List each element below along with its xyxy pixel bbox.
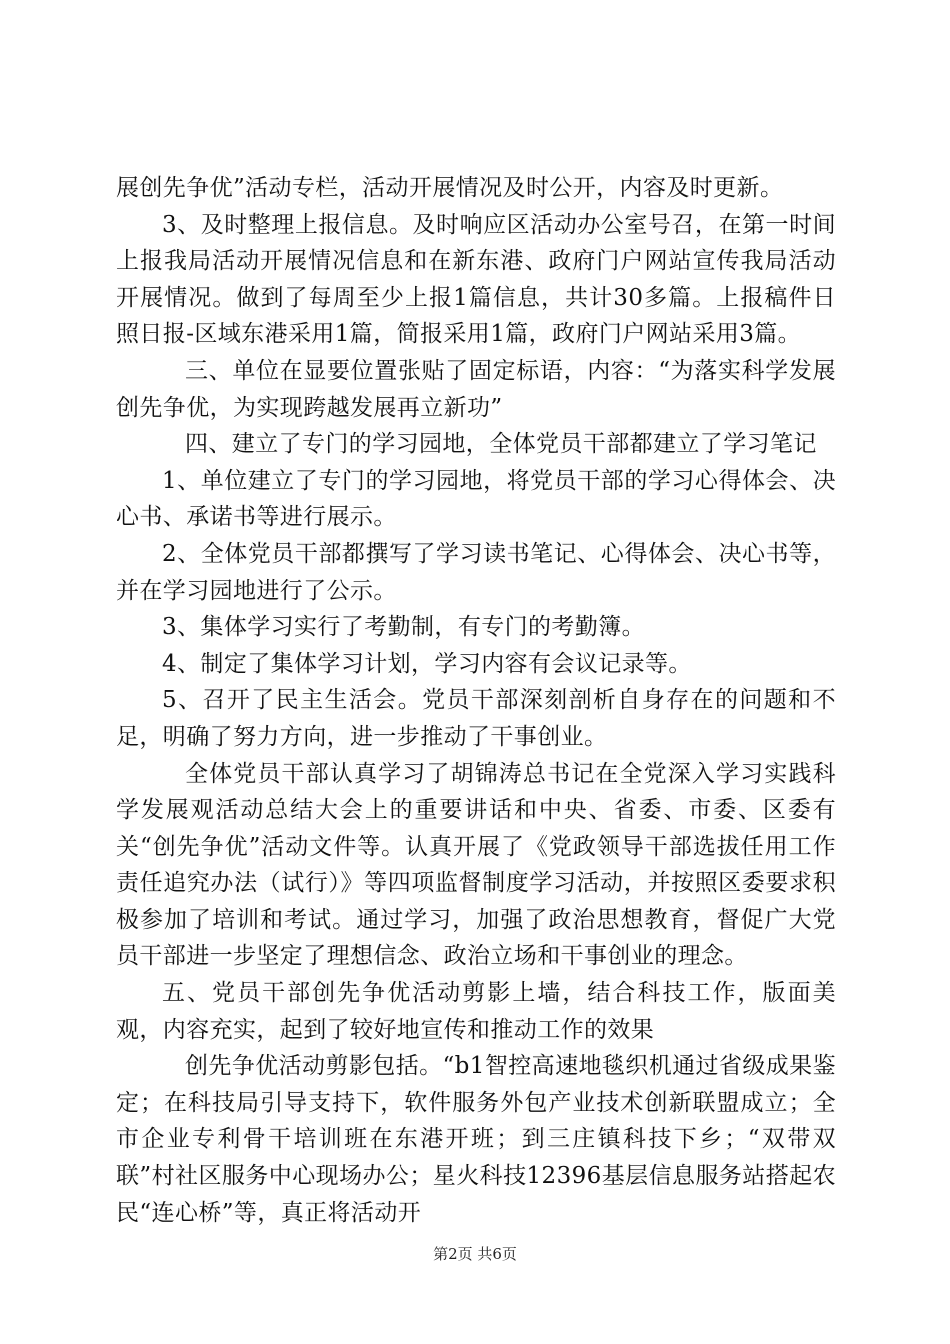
paragraph: 4、制定了集体学习计划，学习内容有会议记录等。 — [162, 650, 692, 677]
paragraph: 展创先争优”活动专栏，活动开展情况及时公开，内容及时更新。 — [116, 175, 784, 201]
paragraph: 五、党员干部创先争优活动剪影上墙，结合科技工作，版面美观，内容充实，起到了较好地宣传和推动工作的效果 — [116, 980, 836, 1043]
paragraph: 四、建立了专门的学习园地，全体党员干部都建立了学习笔记 — [185, 431, 817, 458]
paragraph: 三、单位在显要位置张贴了固定标语，内容：“为落实科学发展创先争优，为实现跨越发展再立新功” — [116, 357, 836, 421]
paragraph: 3、及时整理上报信息。及时响应区活动办公室号召，在第一时间上报我局活动开展情况信息和在新东港、政府门户网站宣传我局活动开展情况。做到了每周至少上报1篇信息，共计30多篇。上报稿件日照日报-区域东港采用1篇，简报采用1篇，政府门户网站采用3篇。 — [116, 211, 836, 348]
document-body — [116, 170, 836, 1231]
paragraph: 全体党员干部认真学习了胡锦涛总书记在全党深入学习实践科学发展观活动总结大会上的重要讲话和中央、省委、市委、区委有关“创先争优”活动文件等。认真开展了《党政领导干部选拔任用工作责任追究办法（试行）》等四项监督制度学习活动，并按照区委要求积极参加了培训和考试。通过学习，加强了政治思想教育，督促广大党员干部进一步坚定了理想信念、政治立场和干事创业的理念。 — [116, 760, 836, 970]
page-footer: 第2页 共6页 — [433, 1245, 517, 1263]
paragraph: 3、集体学习实行了考勤制，有专门的考勤簿。 — [162, 614, 646, 641]
paragraph: 1、单位建立了专门的学习园地，将党员干部的学习心得体会、决心书、承诺书等进行展示。 — [116, 467, 836, 531]
paragraph: 2、全体党员干部都撰写了学习读书笔记、心得体会、决心书等，并在学习园地进行了公示。 — [116, 540, 836, 604]
paragraph: 创先争优活动剪影包括。“b1智控高速地毯织机通过省级成果鉴定；在科技局引导支持下，软件服务外包产业技术创新联盟成立；全市企业专利骨干培训班在东港开班；到三庄镇科技下乡；“双带双联”村社区服务中心现场办公；星火科技12396基层信息服务站搭起农民“连心桥”等，真正将活动开 — [116, 1053, 836, 1226]
paragraph: 5、召开了民主生活会。党员干部深刻剖析自身存在的问题和不足，明确了努力方向，进一步推动了干事创业。 — [116, 687, 836, 750]
